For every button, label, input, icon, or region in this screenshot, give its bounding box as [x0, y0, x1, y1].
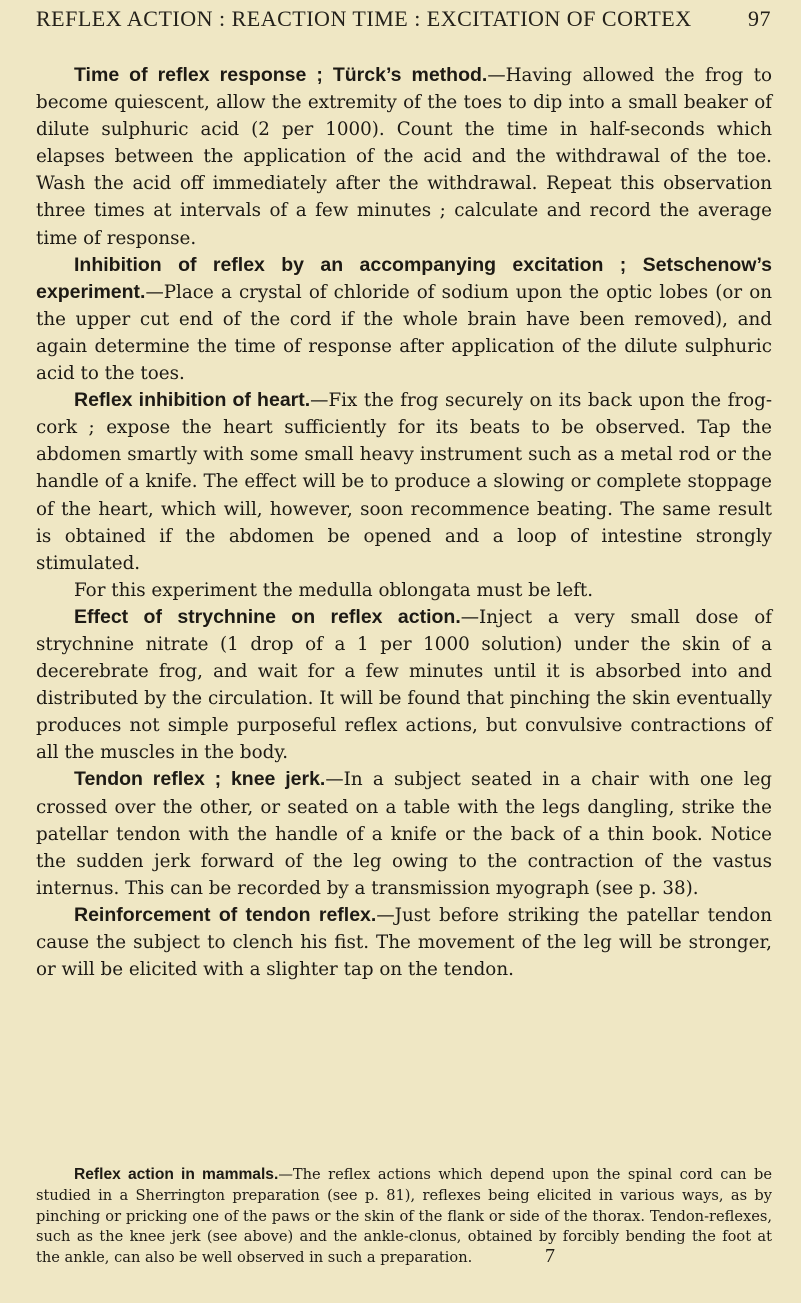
running-header: [36, 6, 771, 40]
footnote-heading: Reflex action in mammals.: [74, 1166, 279, 1183]
footnote-paragraph: [36, 1165, 772, 1269]
paragraph-text: —Inject a very small dose of strychnine nitrate (1 drop of a 1 per 1000 solution) under the skin of a decerebrate frog, and wait for a few minutes until it is absorbed into and distributed by the circulation. It will be found that pinching the skin eventually produces not simple purposeful reflex actions, but convulsive contractions of all the muscles in the body.: [36, 606, 772, 764]
paragraph-text: —In a subject seated in a chair with one leg crossed over the other, or seated on a table with the legs dangling, strike the patellar tendon with the handle of a knife or the back of a thin book. Notice the sudden jerk forward of the leg owing to the contraction of the vastus internus. This can be recorded by a transmission myograph (see p. 38).: [36, 769, 772, 899]
printer-signature-mark: 7: [545, 1245, 555, 1267]
section-heading: Inhibition of reflex by an accompanying excitation ; Setschenow’s experiment.: [36, 253, 772, 303]
paragraph-text: —Place a crystal of chloride of sodium upon the optic lobes (or on the upper cut end of the cord if the whole brain have been removed), and again determine the time of response after application of the dilute sulphuric acid to the toes.: [36, 281, 772, 385]
section-heading: Reflex inhibition of heart.: [74, 389, 311, 412]
paragraph-text: For this experiment the medulla oblongata must be left.: [74, 579, 594, 601]
paragraph-text: —Having allowed the frog to become quiescent, allow the extremity of the toes to dip into a small beaker of dilute sulphuric acid (2 per 1000). Count the time in half-seconds which elapses between the application of the acid and the withdrawal of the toe. Wash the acid off immediately after the withdrawal. Repeat this observation three times at intervals of a few minutes ; calculate and record the average time of response.: [36, 65, 772, 249]
main-text: [36, 62, 772, 983]
footnote-block: [36, 1165, 772, 1269]
paragraph-text: —Fix the frog securely on its back upon the frog-cork ; expose the heart sufficiently for its beats to be observed. Tap the abdomen smartly with some small heavy instrument such as a metal rod or the handle of a knife. The effect will be to produce a slowing or complete stoppage of the heart, which will, however, soon recommence beating. The same result is obtained if the abdomen be opened and a loop of intestine strongly stimulated.: [36, 390, 772, 574]
section-heading: Tendon reflex ; knee jerk.: [74, 768, 326, 791]
paragraph-knee-jerk: [36, 766, 772, 901]
page-number: 97: [748, 6, 771, 31]
paragraph-medulla-note: [36, 577, 772, 604]
paragraph-setschenow: [36, 252, 772, 387]
footnote-text: —The reflex actions which depend upon the spinal cord can be studied in a Sherrington preparation (see p. 81), reflexes being elicited in various ways, as by pinching or pricking one of the paws or the skin of the flank or side of the thorax. Tendon-reflexes, such as the knee jerk (see above) and the ankle-clonus, obtained by forcibly bending the foot at the ankle, can also be well observed in such a preparation.: [36, 1166, 773, 1267]
paragraph-strychnine: [36, 604, 772, 767]
section-heading: Time of reflex response ; Türck’s method.: [74, 64, 488, 86]
paragraph-text: —Just before striking the patellar tendon cause the subject to clench his fist. The movement of the leg will be stronger, or will be elicited with a slighter tap on the tendon.: [36, 904, 773, 981]
running-title: REFLEX ACTION : REACTION TIME : EXCITATION OF CORTEX: [36, 6, 692, 31]
paragraph-reinforcement: [36, 902, 772, 983]
paragraph-turck-method: [36, 62, 772, 252]
section-heading: Effect of strychnine on reflex action.: [74, 605, 461, 628]
paragraph-reflex-inhibition-heart: [36, 387, 772, 577]
section-heading: Reinforcement of tendon reflex.: [74, 903, 377, 926]
